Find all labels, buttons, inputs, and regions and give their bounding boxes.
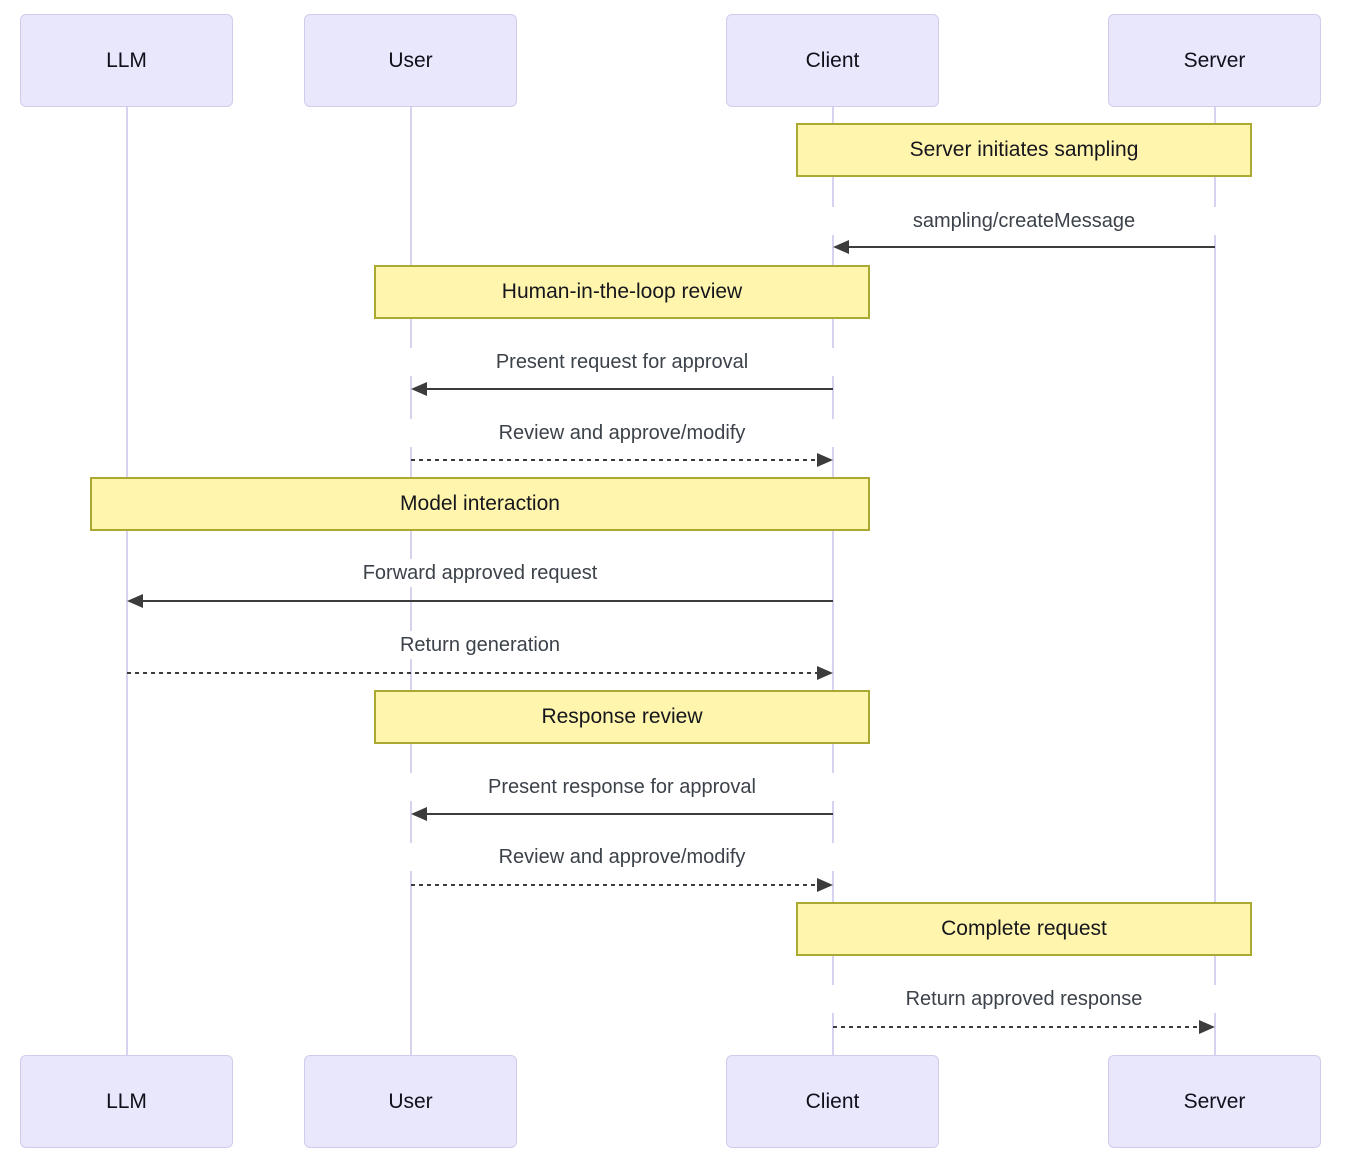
arrowhead-right-icon xyxy=(817,878,833,892)
actor-label: Server xyxy=(1183,1089,1246,1113)
actor-bottom-llm xyxy=(20,1055,233,1148)
arrowhead-left-icon xyxy=(127,594,143,608)
arrowhead-left-icon xyxy=(833,240,849,254)
arrowhead-left-icon xyxy=(411,807,427,821)
actor-bottom-user xyxy=(304,1055,517,1148)
note-complete-request xyxy=(796,902,1252,956)
message-line xyxy=(127,672,819,674)
message-label: Present response for approval xyxy=(372,773,872,801)
message-label: Review and approve/modify xyxy=(372,419,872,447)
actor-top-llm xyxy=(20,14,233,107)
note-model-interaction xyxy=(90,477,870,531)
actor-label: Client xyxy=(805,1089,860,1113)
message-label: Present request for approval xyxy=(372,348,872,376)
message-label: Review and approve/modify xyxy=(372,843,872,871)
lifeline-llm xyxy=(126,107,128,1055)
actor-label: User xyxy=(388,48,433,72)
actor-top-user xyxy=(304,14,517,107)
note-label: Server initiates sampling xyxy=(909,138,1139,161)
actor-bottom-client xyxy=(726,1055,939,1148)
arrowhead-right-icon xyxy=(817,666,833,680)
note-label: Complete request xyxy=(941,917,1107,940)
actor-top-client xyxy=(726,14,939,107)
message-line xyxy=(411,459,819,461)
message-line xyxy=(425,813,833,815)
message-line xyxy=(833,1026,1201,1028)
message-line xyxy=(411,884,819,886)
actor-bottom-server xyxy=(1108,1055,1321,1148)
message-line xyxy=(141,600,833,602)
actor-label: Client xyxy=(805,48,860,72)
arrowhead-right-icon xyxy=(817,453,833,467)
message-line xyxy=(425,388,833,390)
note-response-review xyxy=(374,690,870,744)
note-label: Model interaction xyxy=(400,492,560,515)
actor-label: User xyxy=(388,1089,433,1113)
note-label: Human-in-the-loop review xyxy=(501,280,743,303)
note-human-in-the-loop-review xyxy=(374,265,870,319)
message-label: sampling/createMessage xyxy=(774,207,1274,235)
actor-label: LLM xyxy=(106,1089,147,1113)
actor-label: Server xyxy=(1183,48,1246,72)
message-label: Return approved response xyxy=(774,985,1274,1013)
message-label: Return generation xyxy=(230,631,730,659)
arrowhead-right-icon xyxy=(1199,1020,1215,1034)
message-line xyxy=(847,246,1215,248)
arrowhead-left-icon xyxy=(411,382,427,396)
actor-top-server xyxy=(1108,14,1321,107)
note-label: Response review xyxy=(541,705,703,728)
actor-label: LLM xyxy=(106,48,147,72)
note-server-initiates-sampling xyxy=(796,123,1252,177)
message-label: Forward approved request xyxy=(230,559,730,587)
